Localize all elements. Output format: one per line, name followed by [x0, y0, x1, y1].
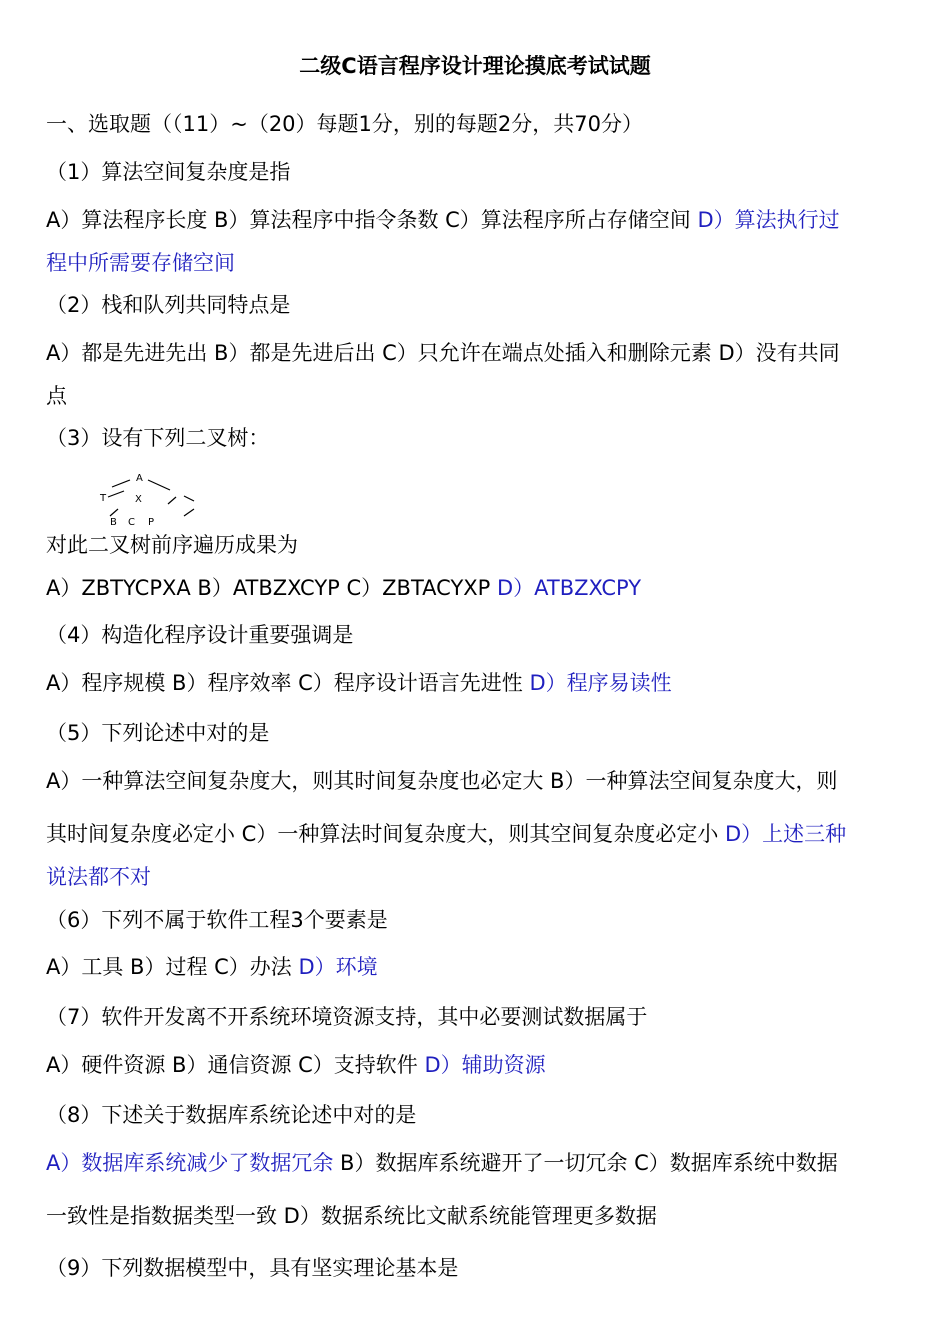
question-6-choices: A）工具 B）过程 C）办法	[46, 955, 299, 979]
question-6-stem: （6）下列不属于软件工程3个要素是	[46, 908, 388, 932]
question-9-stem: （9）下列数据模型中，具有坚实理论基本是	[46, 1256, 459, 1280]
tree-node-x: X	[135, 494, 142, 505]
question-2-options-cont: 点	[46, 384, 67, 408]
question-1-stem: （1）算法空间复杂度是指	[46, 160, 291, 184]
question-8-choices: B）数据库系统避开了一切冗余 C）数据库系统中数据	[333, 1151, 838, 1175]
question-7-choices: A）硬件资源 B）通信资源 C）支持软件	[46, 1053, 425, 1077]
question-1-answer: D）算法执行过	[697, 208, 840, 232]
question-1-answer-cont: 程中所需要存储空间	[46, 251, 235, 275]
question-1-choices: A）算法程序长度 B）算法程序中指令条数 C）算法程序所占存储空间	[46, 208, 698, 232]
question-5-options: A）一种算法空间复杂度大，则其时间复杂度也必定大 B）一种算法空间复杂度大，则	[46, 769, 838, 793]
question-3-answer: D）ATBZXCPY	[497, 576, 642, 600]
question-8-options-cont: 一致性是指数据类型一致 D）数据系统比文献系统能管理更多数据	[46, 1204, 657, 1228]
question-8-answer: A）数据库系统减少了数据冗余	[46, 1151, 334, 1175]
question-6-answer: D）环境	[298, 955, 378, 979]
question-6-options	[46, 953, 916, 981]
tree-node-p: P	[148, 517, 155, 528]
question-4-choices: A）程序规模 B）程序效率 C）程序设计语言先进性	[46, 671, 530, 695]
binary-tree-diagram	[96, 470, 206, 530]
question-4-answer: D）程序易读性	[529, 671, 672, 695]
question-8-stem: （8）下述关于数据库系统论述中对的是	[46, 1103, 417, 1127]
question-7-stem: （7）软件开发离不开系统环境资源支持，其中必要测试数据属于	[46, 1005, 648, 1029]
question-5-choices: 其时间复杂度必定小 C）一种算法时间复杂度大，则其空间复杂度必定小	[46, 822, 726, 846]
tree-node-b: B	[110, 517, 117, 528]
question-2-stem: （2）栈和队列共同特点是	[46, 293, 291, 317]
question-3-stem: （3）设有下列二叉树：	[46, 426, 270, 450]
question-7-options	[46, 1051, 916, 1079]
question-5-answer: D）上述三种	[725, 822, 847, 846]
question-4-stem: （4）构造化程序设计重要强调是	[46, 623, 354, 647]
question-2-options: A）都是先进先出 B）都是先进后出 C）只允许在端点处插入和删除元素 D）没有共同	[46, 341, 840, 365]
question-5-answer-cont: 说法都不对	[46, 865, 151, 889]
question-3-choices: A）ZBTYCPXA B）ATBZXCYP C）ZBTACYXP	[46, 576, 497, 600]
tree-node-t: T	[100, 493, 107, 504]
question-7-answer: D）辅助资源	[424, 1053, 546, 1077]
question-3-options	[46, 574, 916, 602]
tree-node-a: A	[136, 473, 143, 484]
question-3-question: 对此二叉树前序遍历成果为	[46, 533, 298, 557]
question-5-options-cont	[46, 820, 916, 848]
question-4-options	[46, 669, 916, 697]
page-title: 二级C语言程序设计理论摸底考试试题	[299, 54, 651, 78]
tree-node-c: C	[128, 517, 135, 528]
section-heading: 一、选取题（（11）~（20）每题1分，别的每题2分，共70分）	[46, 112, 643, 136]
question-8-options	[46, 1149, 916, 1177]
question-5-stem: （5）下列论述中对的是	[46, 721, 270, 745]
question-1-options	[46, 206, 916, 234]
